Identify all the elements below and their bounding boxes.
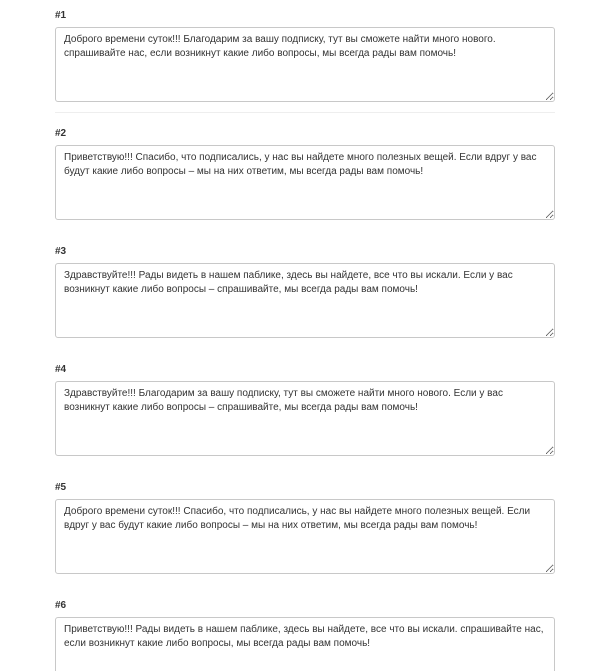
message-template-5: [55, 482, 555, 574]
template-number-label: #4: [55, 364, 67, 375]
template-number-label: #1: [55, 10, 67, 21]
template-text-field-5[interactable]: [55, 499, 555, 574]
message-template-3: [55, 246, 555, 338]
template-text-field-4[interactable]: [55, 381, 555, 456]
message-template-1: [55, 10, 555, 102]
template-number-label: #6: [55, 600, 67, 611]
message-template-2: [55, 128, 555, 220]
message-template-4: [55, 364, 555, 456]
divider: [55, 112, 555, 113]
template-text-field-2[interactable]: [55, 145, 555, 220]
template-text-field-1[interactable]: [55, 27, 555, 102]
template-text-field-6[interactable]: [55, 617, 555, 671]
template-number-label: #2: [55, 128, 67, 139]
template-text-field-3[interactable]: [55, 263, 555, 338]
message-template-6: [55, 600, 555, 671]
template-number-label: #5: [55, 482, 67, 493]
template-number-label: #3: [55, 246, 67, 257]
